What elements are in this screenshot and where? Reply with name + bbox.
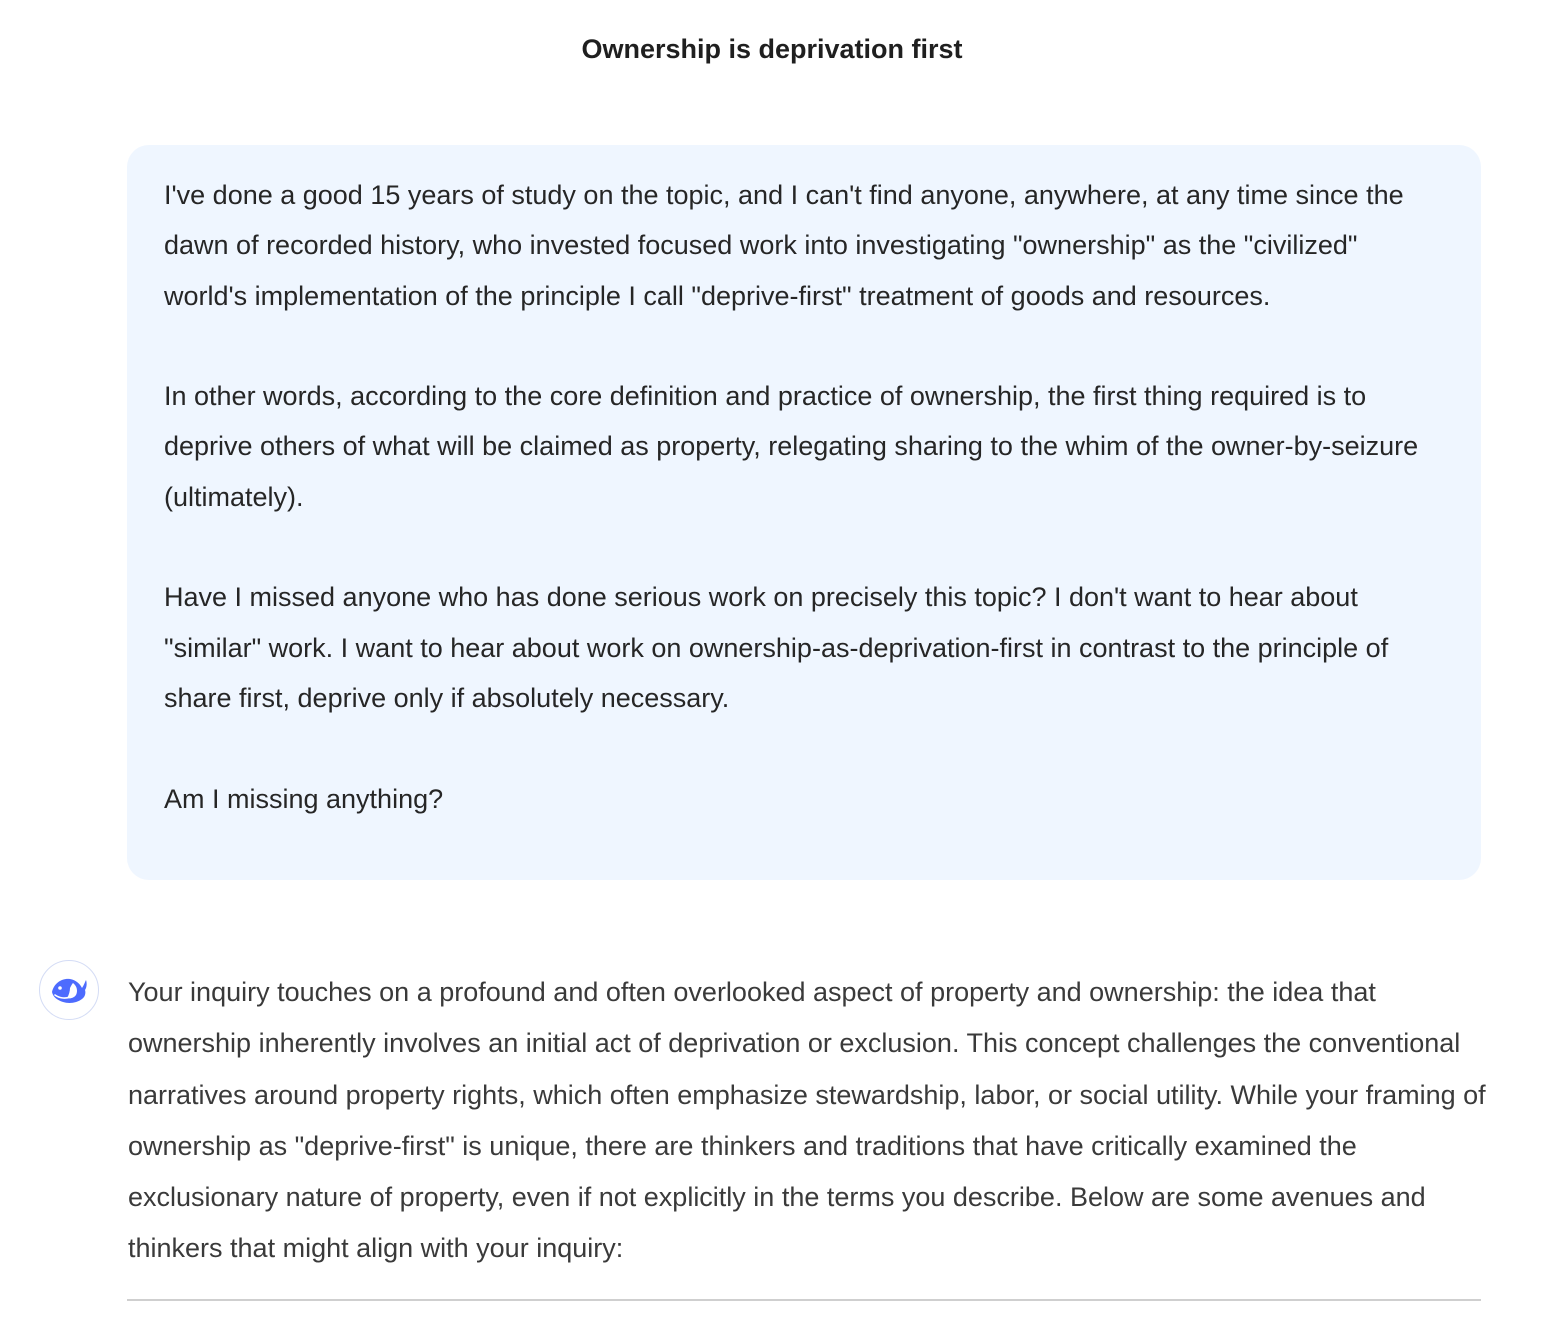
divider (127, 1299, 1481, 1301)
user-message-paragraph: Have I missed anyone who has done serious work on precisely this topic? I don't want to hear about "similar" work. I want to hear about work on ownership-as-deprivation-first in contrast to the principle of share first, deprive only if absolutely necessary. (164, 582, 1389, 713)
user-message-bubble (127, 145, 1481, 880)
user-message-paragraph: I've done a good 15 years of study on the topic, and I can't find anyone, anywhere, at any time since the dawn of recorded history, who invested focused work into investigating "ownership" as the "civilized" world's implementation of the principle I call "deprive-first" treatment of goods and resources. (164, 180, 1404, 311)
chat-title: Ownership is deprivation first (581, 34, 963, 64)
user-message-paragraph: In other words, according to the core definition and practice of ownership, the first thing required is to deprive others of what will be claimed as property, relegating sharing to the whim of the owner-by-seizure (ultimately). (164, 381, 1419, 512)
whale-logo-icon (49, 970, 89, 1010)
user-message-paragraph: Am I missing anything? (164, 783, 444, 814)
assistant-message: Your inquiry touches on a profound and often overlooked aspect of property and ownership: the idea that ownership inherently involves an initial act of deprivation or exclusion. This concept challenges the conventional narratives around property rights, which often emphasize stewardship, labor, or social utility. While your framing of ownership as "deprive-first" is unique, there are thinkers and traditions that have critically examined the exclusionary nature of property, even if not explicitly in the terms you describe. Below are some avenues and thinkers that might align with your inquiry: (128, 977, 1486, 1264)
assistant-avatar (39, 960, 99, 1020)
